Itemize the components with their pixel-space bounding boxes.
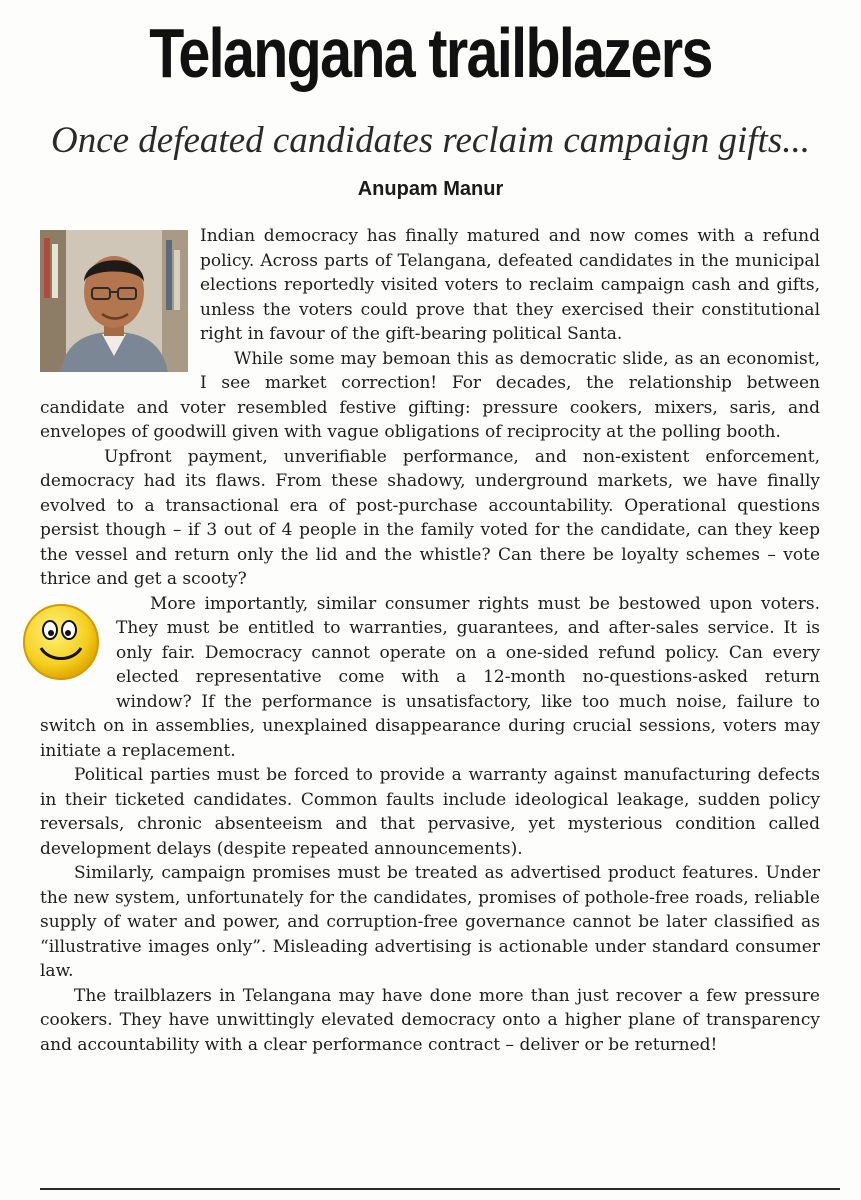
article-body xyxy=(40,224,820,1057)
bottom-rule xyxy=(40,1188,840,1190)
paragraph-7: The trailblazers in Telangana may have done more than just recover a few pressure cookers. They have unwittingly elevated democracy onto a higher plane of transparency and accountability with a clear performance contract – deliver or be returned! xyxy=(40,985,820,1055)
author-photo xyxy=(40,230,188,372)
paragraph-3-text: Upfront payment, unverifiable performance, and non-existent enforcement, democracy had its flaws. From these shadowy, underground markets, we have finally evolved to a transactional era of post-purchase accountability. Operational questions persist though – if 3 out of 4 people in the family voted for the candidate, can they keep the vessel and return only the lid and the whistle? Can there be loyalty schemes – vote thrice and get a scooty? xyxy=(40,446,820,589)
headline: Telangana trailblazers xyxy=(149,14,712,92)
byline: Anupam Manur xyxy=(357,178,504,200)
paragraph-3 xyxy=(40,445,820,592)
paragraph-5: Political parties must be forced to provide a warranty against manufacturing defects in their ticketed candidates. Common faults include ideological leakage, sudden policy reversals, chronic absenteeism and that pervasive, yet mysterious condition called development delays (despite repeated announcements). xyxy=(40,765,820,859)
float-spacer xyxy=(40,445,70,469)
paragraph-1: Indian democracy has finally matured and now comes with a refund policy. Across parts of Telangana, defeated candidates in the municipal elections reportedly visited voters to reclaim campaign cash and gifts, unless the voters could prove that they exercised their constitutional right in favour of the gift-bearing political Santa. xyxy=(200,226,820,344)
standfirst: Once defeated candidates reclaim campaign gifts... xyxy=(50,120,810,161)
paragraph-6: Similarly, campaign promises must be treated as advertised product features. Under the new system, unfortunately for the candidates, promises of pothole-free roads, reliable supply of water and power, and corruption-free governance cannot be later classified as “illustrative images only”. Misleading advertising is actionable under standard consumer law. xyxy=(40,863,820,981)
smiley-icon xyxy=(6,592,116,692)
paragraph-4: More importantly, similar consumer rights must be bestowed upon voters. They must be entitled to warranties, guarantees, and after-sales service. It is only fair. Democracy cannot operate on a one-sided refund policy. Can every elected representative come with a 12-month no-questions-asked return window? If the performance is unsatisfactory, like too much noise, failure to switch on in assemblies, unexplained disappearance during crucial sessions, voters may initiate a replacement. xyxy=(40,593,820,761)
paragraph-2: While some may bemoan this as democratic slide, as an economist, I see market correction! For decades, the relationship between candidate and voter resembled festive gifting: pressure cookers, mixers, saris, and envelopes of goodwill given with vague obligations of reciprocity at the polling booth. xyxy=(40,348,820,442)
